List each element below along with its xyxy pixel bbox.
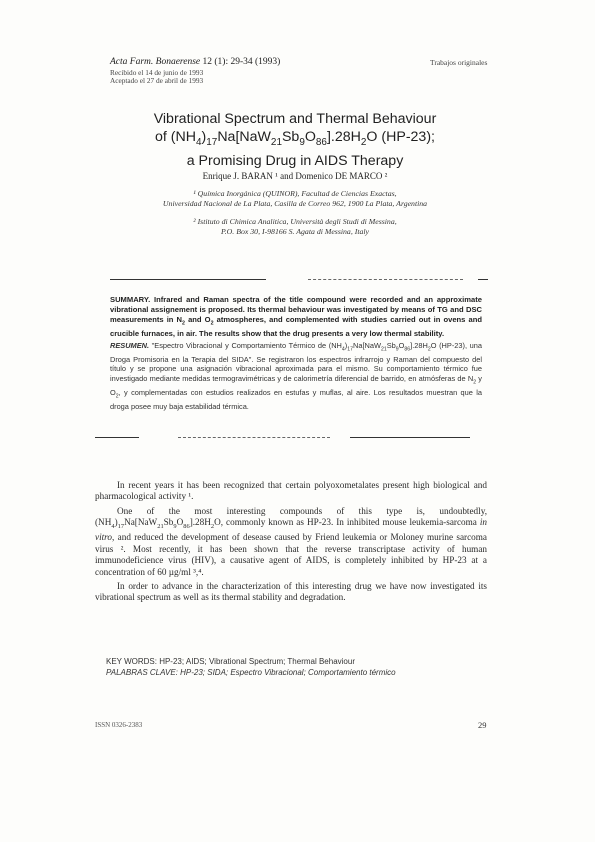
summary: SUMMARY. Infrared and Raman spectra of the title compound were recorded and an approximate vibrational assignement is proposed. Its thermal behaviour was investigated by means of TG and DSC measurements in $N_2$ and $O_2$ atmospheres, and complemented with studies carried out in ovens and crucible furnaces, in air. The results show that the drug presents a very low thermal stability. [110,295,482,338]
separator-rule-left [110,279,266,280]
keywords-es: PALABRAS CLAVE: HP-23; SIDA; Espectro Vibracional; Comportamiento térmico [106,667,396,677]
body-paragraph-2: One of the most interesting compounds of this type is, undoubtedly, $(NH_4)_{17}Na[NaW_{21}Sb_9O_{86}].28H_2O$, commonly known as HP-23. In inhibited mouse leukemia-sarcoma in vitro, and reduced the development of desease caused by Friend leukemia or Moloney murine sarcoma virus ². Most recently, it has been shown that the reverse transcriptase activity of human immunodeficience virus (HIV), a causative agent of AIDS, is completely inhibited by HP-23 at a concentration of 60 µg/ml ³,⁴. [95,505,487,577]
journal-name: Acta Farm. Bonaerense [110,57,201,67]
separator-rule-right [308,279,463,280]
issn: ISSN 0326-2383 [95,721,143,729]
abstract-end-rule-mid [178,437,330,438]
keywords-en: KEY WORDS: HP-23; AIDS; Vibrational Spectrum; Thermal Behaviour [106,657,355,666]
affiliation-1-line-2: Universidad Nacional de La Plata, Casilla de Correo 962, 1900 La Plata, Argentina [162,198,428,208]
title-line-2: of $(NH_4)_{17}Na[NaW_{21}Sb_9O_{86}].28H_2O$ (HP-23); [155,129,435,148]
abstract-end-rule-right [350,437,470,438]
accepted-date: Aceptado el 27 de abril de 1993 [110,76,204,86]
affiliation-1 [130,189,460,208]
page-number: 29 [478,720,487,730]
authors: Enrique J. BARAN ¹ and Domenico DE MARCO ² [202,171,388,181]
separator-rule-end [478,279,488,280]
abstract [110,295,482,411]
keywords-block [106,657,486,679]
affiliation-2-line-2: P.O. Box 30, I-98166 S. Agata di Messina, Italy [220,226,370,236]
affiliation-2-line-1: ² Istituto di Chimica Analitica, Università degli Studi di Messina, [193,217,397,226]
abstract-end-rule-left [95,437,139,438]
title-line-1: Vibrational Spectrum and Thermal Behaviour [153,111,437,127]
received-date: Recibido el 14 de junio de 1993 [110,68,204,77]
section-label: Trabajos originales [430,58,488,67]
journal-volume: 12 (1): 29-34 (1993) [200,57,281,67]
resumen: RESUMEN. "Espectro Vibracional y Comportamiento Térmico de $(NH_4)_{17}Na[NaW_{21}Sb_9O_{86}].28H_2O$ (HP-23), una Droga Promisoria en la Terapia del SIDA". Se registraron los espectros infrarrojo y Raman del compuesto del título y se propone una asignación vibracional aproximada para el mismo. Su comportamiento térmico fue investigado mediante medidas termogravimétricas y de calorimetría diferencial de barrido, en atmósferas de $N_2$ y $O_2$, y complementadas con estudios realizados en estufas y muflas, al aire. Los resultados muestran que la droga posee muy baja estabilidad térmica. [110,340,482,411]
dates-block [110,69,203,85]
body-paragraph-1: In recent years it has been recognized that certain polyoxometalates present high biological and pharmacological activity ¹. [95,480,487,502]
body-paragraph-3: In order to advance in the characterization of this interesting drug we have now investigated its vibrational spectrum as well as its thermal stability and degradation. [95,581,487,603]
title-line-3: a Promising Drug in AIDS Therapy [186,152,404,169]
affiliation-2 [130,217,460,236]
journal-citation [110,57,280,67]
affiliation-1-line-1: ¹ Química Inorgánica (QUINOR), Facultad de Ciencias Exactas, [193,189,397,198]
body-text [95,480,487,607]
article-title [95,110,495,170]
